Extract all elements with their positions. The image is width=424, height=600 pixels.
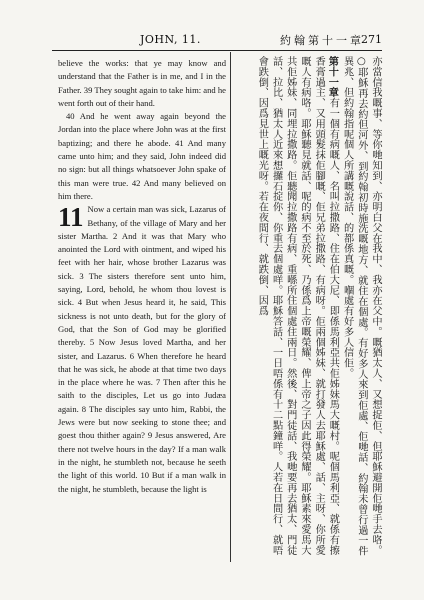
page-header: [52, 30, 382, 51]
english-chapter-paragraph: [58, 203, 226, 496]
english-paragraph: 40 And he went away again beyond the Jordan into the place where John was at the first baptizing; and there he abode. 41 And many came unto him; and they said, John indeed did no sign: but all things whatsoever John spake of this man were true. 42 And many believed on him there.: [58, 111, 226, 201]
running-head-english: JOHN, 11.: [140, 33, 201, 46]
english-chapter-text: Now a certain man was sick, Lazarus of Bethany, of the village of Mary and her sister Martha. 2 And it was that Mary who anointed the Lord with ointment, and wiped his feet with her hair, whose brother Lazarus was sick. 3 The sisters therefore sent unto him, saying, Lord, behold, he whom thou lovest is sick. 4 But when Jesus heard it, he said, This sickness is not unto death, but for the glory of God, that the Son of God may be glorified thereby. 5 Now Jesus loved Martha, and her sister, and Lazarus. 6 When therefore he heard that he was sick, he abode at that time two days in the place where he was. 7 Then after this he saith to the disciples, Let us go into Judæa again. 8 The disciples say unto him, Rabbi, the Jews were but now seeking to stone thee; and goest thou thither again? 9 Jesus answered, Are there not twelve hours in the day? If a man walk in the night, he stumbleth not, because he seeth the light of this world. 10 But if a man walk in the night, he stumbleth, because the light is: [58, 204, 226, 494]
page-number: 271: [361, 33, 382, 46]
running-head-chinese: 約翰第十一章: [280, 34, 364, 47]
chinese-paragraph: 亦當信我嘅事、等你哋知到、亦明白父在我中、我亦在父中。嘅猶太人、又想捉佢、但耶穌避開佢哋手去咯。○耶穌再去約但河外、到約翰初時施洗嘅地方、就住在個處。有好多人來到佢處、佢哋話、約翰未曾行過一件異兆、但約翰指呢個人所講嘅說話、的都係真嘅。嗰處有好多人信佢。: [341, 56, 381, 556]
chapter-number-dropcap: 11: [58, 202, 84, 233]
chinese-column: [236, 56, 382, 561]
english-column: [58, 57, 226, 496]
chinese-chapter-heading: 第十一章: [326, 56, 339, 98]
chinese-chapter-paragraph: [254, 56, 339, 561]
column-divider: [230, 52, 231, 562]
chinese-chapter-text: 有一個有病嘅人、名叫拉撒路、住在伯大尼、即係馬利亞共佢姊妹馬大嘅村。呢個馬利亞、就係有擦香膏過主、又用頭髮抹佢腳嘅、佢兄弟拉撒路、有病呀。佢兩個姊妹、就打發人去耶穌處、話、主呀、你所愛嘅人有病咯。耶穌聽見就話、呢的病不至於死、乃係爲上帝嘅榮耀、俾上帝之子因此得榮耀。耶穌素來愛馬大共佢姊妹、同埋拉撒路。佢聽聞拉撒路有病、重喺所住個處住兩日。然後、對門徒話、我哋要再去猶太、門徒話、拉比、猶太人近來想攞石掟你、你重去個處咩。耶穌答話、一日唔係有十二點鐘咩。人若在日間行、就唔會跌倒、因爲見世上嘅光呀。若在夜間行、就跌倒、因爲: [256, 56, 339, 556]
english-paragraph: believe the works: that ye may know and understand that the Father is in me, and I in the Father. 39 They sought again to take him: and he went forth out of their hand.: [58, 58, 226, 108]
